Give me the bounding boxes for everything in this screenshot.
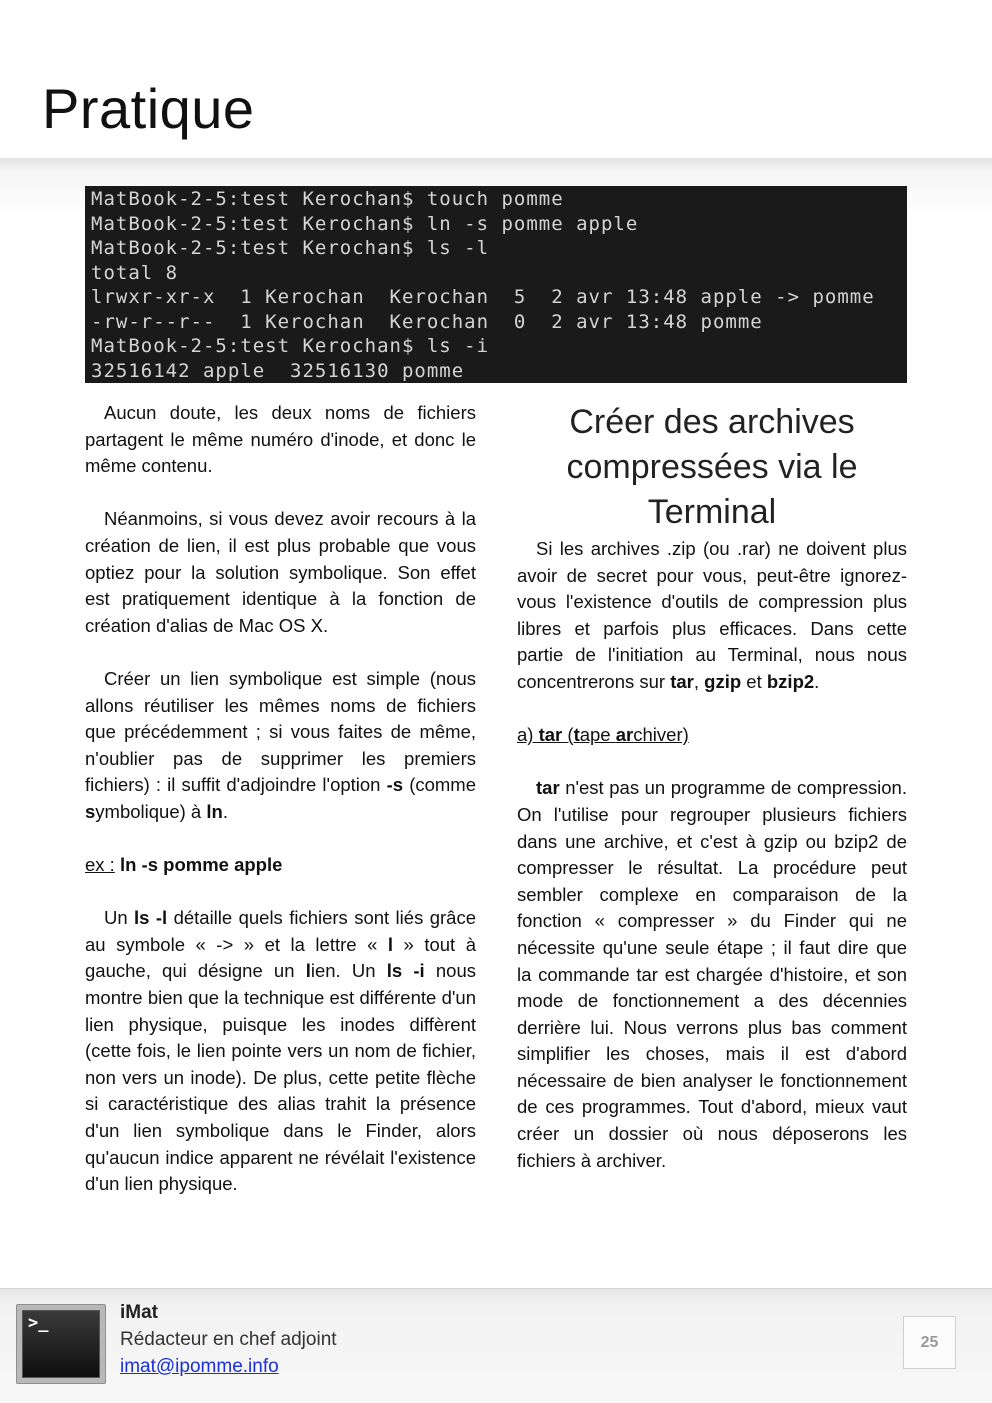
terminal-line: MatBook-2-5:test Kerochan$ ls -l xyxy=(91,237,490,259)
terminal-line: MatBook-2-5:test Kerochan$ ln -s pomme apple xyxy=(91,212,639,235)
author-email-link[interactable]: imat@ipomme.info xyxy=(120,1356,279,1377)
paragraph: Aucun doute, les deux noms de fichiers partagent le même numéro d'inode, et donc le même contenu. xyxy=(85,402,476,477)
paragraph: Néanmoins, si vous devez avoir recours à la création de lien, il est plus probable que vous optiez pour la solution symbolique. Son effet est pratiquement identique à la fonction de création d'alias de Mac OS X. xyxy=(85,508,476,636)
page-header xyxy=(0,0,992,160)
terminal-line: MatBook-2-5:test Kerochan$ ls -i xyxy=(91,335,490,357)
left-column xyxy=(85,400,476,1198)
right-column xyxy=(517,536,907,1174)
example-code: ln -s pomme apple xyxy=(114,854,283,876)
paragraph: Créer un lien symbolique est simple (nous allons réutiliser les mêmes noms de fichiers que précédemment ; si vous faites de même, n'oublier pas de supprimer les premiers fichiers) : il suffit d'adjoindre l'option -s (comme symbolique) à ln. xyxy=(85,667,476,822)
page-footer xyxy=(0,1288,992,1403)
paragraph: tar n'est pas un programme de compression. On l'utilise pour regrouper plusieurs fichiers dans une archive, et c'est à gzip ou bzip2 de compresser le résultat. La procédure peut sembler complexe en comparaison de la fonction « compresser » du Finder qui ne nécessite qu'une seule étape ; il faut dire que la commande tar est chargée d'histoire, et son mode de fonctionnement a des décennies derrière lui. Nous verrons plus bas comment simplifier les choses, mais il est d'abord nécessaire de bien analyser le fonctionnement de ces programmes. Tout d'abord, mieux vaut créer un dossier où nous déposerons les fichiers à archiver. xyxy=(517,777,907,1171)
terminal-line: MatBook-2-5:test Kerochan$ touch pomme xyxy=(91,188,564,210)
paragraph: Si les archives .zip (ou .rar) ne doivent plus avoir de secret pour vous, peut-être ignorez-vous l'existence d'outils de compression plus libres et parfois plus efficaces. Dans cette partie de l'initiation au Terminal, nous nous concentrerons sur tar, gzip et bzip2. xyxy=(517,538,907,692)
author-name: iMat xyxy=(120,1302,158,1323)
terminal-prompt-glyph: >_ xyxy=(28,1313,49,1333)
terminal-line: lrwxr-xr-x 1 Kerochan Kerochan 5 2 avr 13:48 apple -> pomme xyxy=(91,286,875,308)
terminal-icon xyxy=(16,1304,106,1384)
terminal-line: -rw-r--r-- 1 Kerochan Kerochan 0 2 avr 13:48 pomme xyxy=(91,310,763,333)
terminal-line: total 8 xyxy=(91,261,179,284)
paragraph: Un ls -l détaille quels fichiers sont liés grâce au symbole « -> » et la lettre « l » tout à gauche, qui désigne un lien. Un ls -i nous montre bien que la technique est différente d'un lien physique, puisque les inodes diffèrent (cette fois, le lien pointe vers un nom de fichier, non vers un inode). De plus, cette petite flèche si caractéristique des alias trahit la présence d'un lien symbolique dans le Finder, alors qu'aucun indice apparent ne révélait l'existence d'un lien physique. xyxy=(85,907,477,1195)
author-role: Rédacteur en chef adjoint xyxy=(120,1329,337,1350)
example-command xyxy=(85,852,476,879)
example-label: ex : xyxy=(85,854,115,876)
section-title: Créer des archives compressées via le Terminal xyxy=(566,403,858,531)
terminal-screenshot xyxy=(85,186,907,383)
terminal-line: 32516142 apple 32516130 pomme xyxy=(91,359,465,382)
subsection-heading: a) tar (tape archiver) xyxy=(517,724,689,746)
page-title: Pratique xyxy=(42,77,255,140)
page-number: 25 xyxy=(903,1316,956,1369)
